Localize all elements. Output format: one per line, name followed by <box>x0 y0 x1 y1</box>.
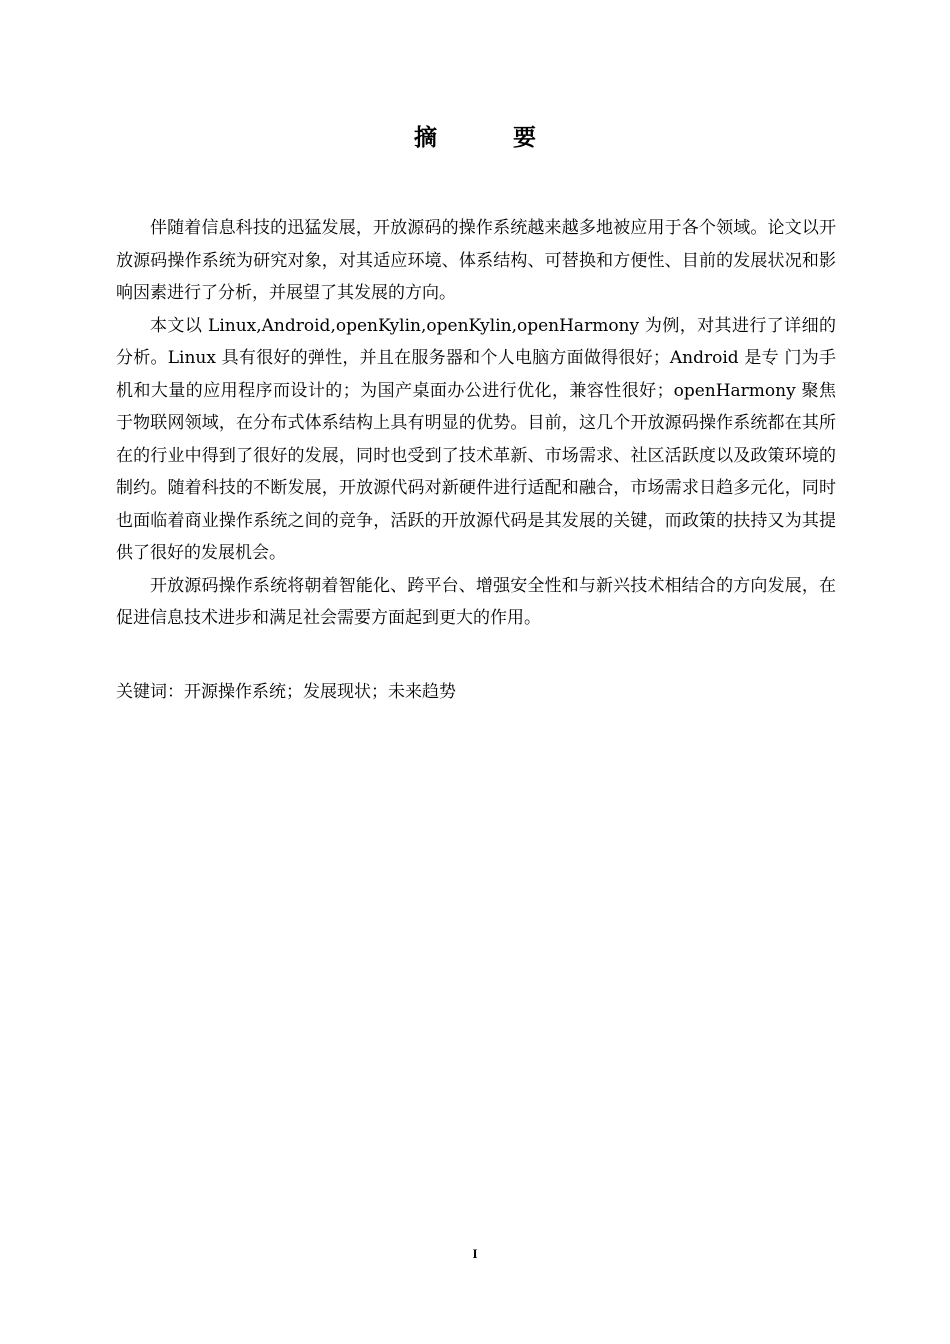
abstract-title: 摘 要 <box>413 124 570 151</box>
abstract-paragraph-3: 开放源码操作系统将朝着智能化、跨平台、增强安全性和与新兴技术相结合的方向发展，在促进信息技术进步和满足社会需要方面起到更大的作用。 <box>116 575 836 628</box>
abstract-paragraph-1: 伴随着信息科技的迅猛发展，开放源码的操作系统越来越多地被应用于各个领域。论文以开放源码操作系统为研究对象，对其适应环境、体系结构、可替换和方便性、目前的发展状况和影响因素进行了分析，并展望了其发展的方向。 <box>116 218 836 303</box>
abstract-paragraph-2: 本文以 Linux,Android,openKylin,openKylin,openHarmony 为例，对其进行了详细的分析。Linux 具有很好的弹性，并且在服务器和个人电脑方面做得很好；Android 是专 门为手机和大量的应用程序而设计的；为国产桌面办公进行优化，兼容性很好；openHarmony 聚焦于物联网领域，在分布式体系结构上具有明显的优势。目前，这几个开放源码操作系统都在其所在的行业中得到了很好的发展，同时也受到了技术革新、市场需求、社区活跃度以及政策环境的制约。随着科技的不断发展，开放源代码对新硬件进行适配和融合，市场需求日趋多元化，同时也面临着商业操作系统之间的竞争，活跃的开放源代码是其发展的关键，而政策的扶持又为其提供了很好的发展机会。 <box>116 315 836 563</box>
abstract-body <box>116 212 836 635</box>
page-number: I <box>472 1246 478 1261</box>
keywords-line: 关键词：开源操作系统；发展现状；未来趋势 <box>116 682 456 702</box>
